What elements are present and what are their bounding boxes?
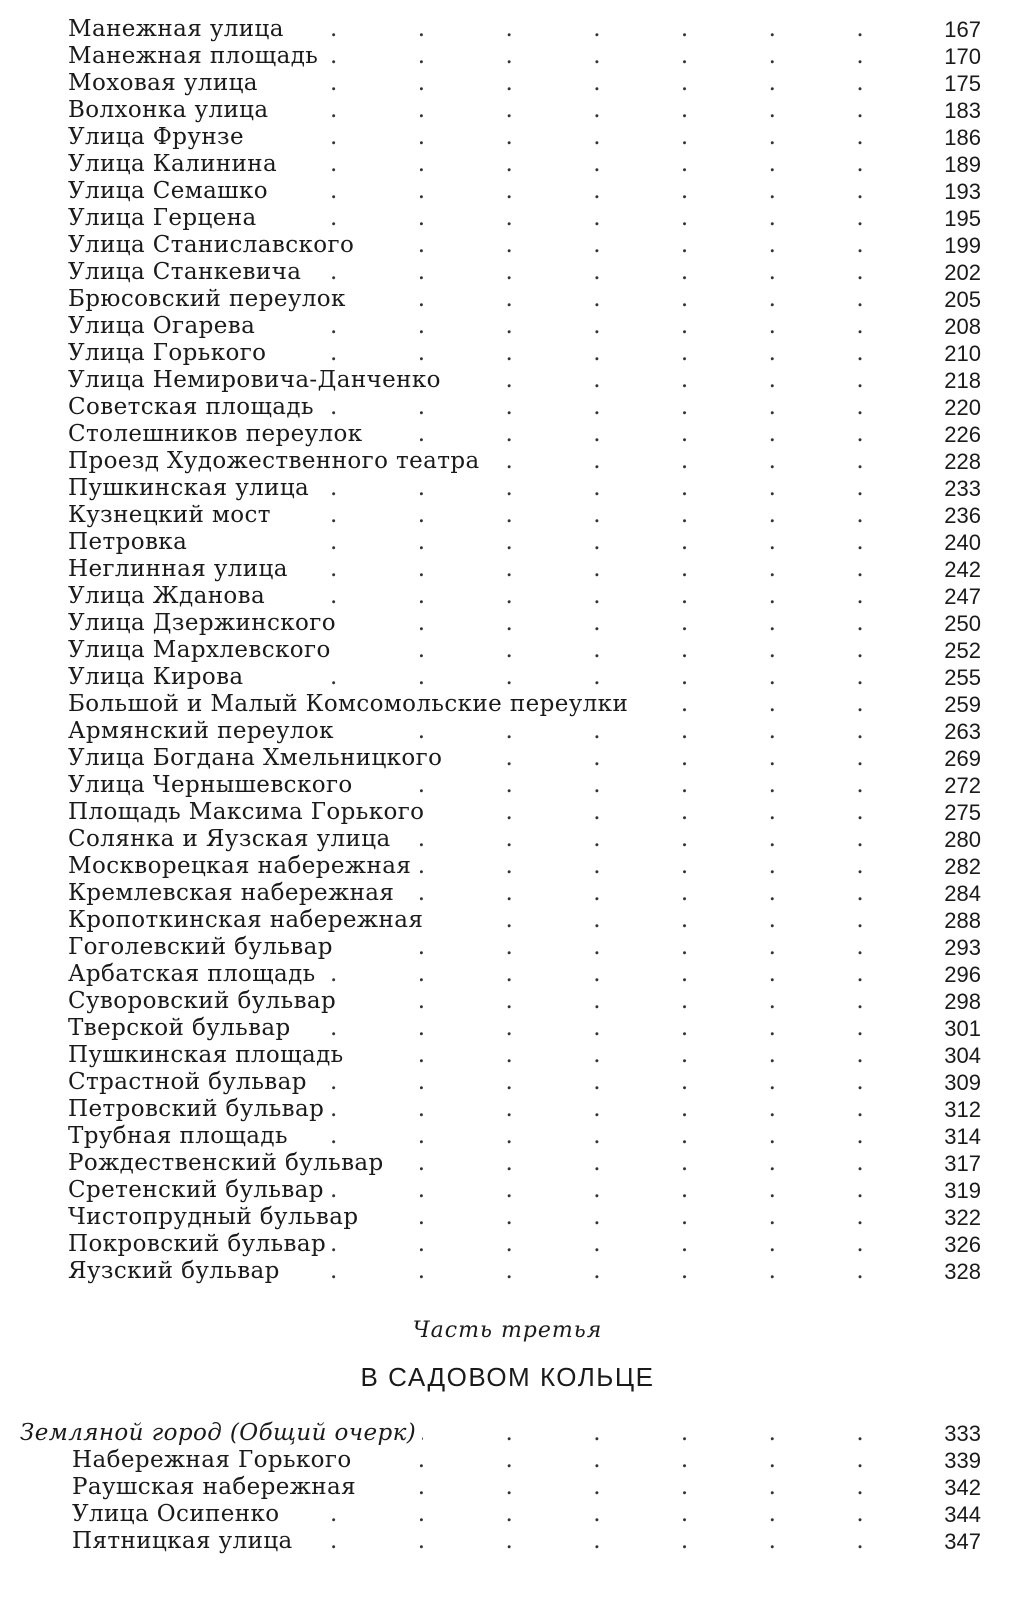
toc-entry — [0, 124, 1015, 151]
toc-entry-title: Сретенский бульвар — [68, 1177, 330, 1204]
toc-entry-page: 205 — [938, 286, 981, 313]
part-label: Часть третья — [412, 1318, 603, 1343]
toc-entry-page: 319 — [938, 1177, 981, 1204]
toc-entry — [0, 151, 1015, 178]
toc-entry-title: Армянский переулок — [68, 718, 340, 745]
toc-entry — [0, 421, 1015, 448]
toc-entry — [0, 1258, 1015, 1285]
part-title: В САДОВОМ КОЛЬЦЕ — [360, 1362, 655, 1392]
toc-entry-page: 280 — [938, 826, 981, 853]
toc-entry-title: Пушкинская улица — [68, 475, 315, 502]
toc-entry-title: Улица Калинина — [68, 151, 283, 178]
toc-entry — [0, 313, 1015, 340]
toc-entry-title: Манежная улица — [68, 16, 290, 43]
toc-entry — [0, 448, 1015, 475]
toc-entry — [0, 97, 1015, 124]
toc-entry-title: Улица Жданова — [68, 583, 271, 610]
toc-entry-title: Яузский бульвар — [68, 1258, 286, 1285]
toc-entry — [0, 475, 1015, 502]
toc-entry-title: Улица Станиславского — [68, 232, 360, 259]
toc-entry-title: Улица Богдана Хмельницкого — [68, 745, 448, 772]
toc-entry-page: 328 — [938, 1258, 981, 1285]
toc-entry — [0, 394, 1015, 421]
toc-entry-page: 250 — [938, 610, 981, 637]
toc-entry — [0, 367, 1015, 394]
toc-entry — [0, 70, 1015, 97]
toc-entry-title: Проезд Художественного театра — [68, 448, 486, 475]
section-heading-entry — [0, 1420, 1015, 1447]
toc-entry-title: Столешников переулок — [68, 421, 369, 448]
toc-entry-title: Площадь Максима Горького — [68, 799, 430, 826]
toc-entry-page: 218 — [938, 367, 981, 394]
toc-entry-page: 326 — [938, 1231, 981, 1258]
toc-entry — [0, 691, 1015, 718]
toc-entry-title: Суворовский бульвар — [68, 988, 342, 1015]
toc-entry-title: Улица Осипенко — [72, 1501, 286, 1528]
toc-entry-page: 275 — [938, 799, 981, 826]
toc-entry-page: 199 — [938, 232, 981, 259]
toc-entry-title: Брюсовский переулок — [68, 286, 352, 313]
toc-entry — [0, 934, 1015, 961]
toc-entry-page: 240 — [938, 529, 981, 556]
toc-entry-title: Москворецкая набережная — [68, 853, 417, 880]
toc-entry — [0, 988, 1015, 1015]
toc-entry-title: Петровка — [68, 529, 193, 556]
toc-entry — [0, 880, 1015, 907]
toc-entry-page: 195 — [938, 205, 981, 232]
toc-entry-title: Улица Дзержинского — [68, 610, 342, 637]
toc-entry-page: 226 — [938, 421, 981, 448]
toc-entry-page: 167 — [938, 16, 981, 43]
toc-entry-page: 210 — [938, 340, 981, 367]
toc-entry-title: Кремлевская набережная — [68, 880, 400, 907]
toc-entry — [0, 340, 1015, 367]
toc-entry — [0, 232, 1015, 259]
toc-entry-title: Улица Горького — [68, 340, 272, 367]
toc-entry-title: Улица Чернышевского — [68, 772, 359, 799]
toc-entry-page: 252 — [938, 637, 981, 664]
section-heading-title: Земляной город (Общий очерк) — [20, 1420, 422, 1447]
toc-entry-title: Улица Станкевича — [68, 259, 307, 286]
toc-entry-title: Чистопрудный бульвар — [68, 1204, 364, 1231]
toc-entry — [0, 1204, 1015, 1231]
toc-entry-page: 312 — [938, 1096, 981, 1123]
toc-entry-title: Страстной бульвар — [68, 1069, 313, 1096]
toc-entry-page: 282 — [938, 853, 981, 880]
toc-entry — [0, 772, 1015, 799]
toc-entry-title: Пятницкая улица — [72, 1528, 299, 1555]
toc-entry-page: 342 — [938, 1474, 981, 1501]
toc-entry — [0, 1447, 1015, 1474]
toc-entry-page: 301 — [938, 1015, 981, 1042]
toc-entry-title: Неглинная улица — [68, 556, 294, 583]
toc-entry-page: 186 — [938, 124, 981, 151]
dot-leader — [60, 529, 955, 556]
toc-entry — [0, 1501, 1015, 1528]
toc-entry-page: 202 — [938, 259, 981, 286]
toc-entry-page: 233 — [938, 475, 981, 502]
toc-entry — [0, 583, 1015, 610]
toc-entry-page: 309 — [938, 1069, 981, 1096]
toc-entry — [0, 556, 1015, 583]
toc-entry-title: Пушкинская площадь — [68, 1042, 350, 1069]
toc-entry-title: Раушская набережная — [72, 1474, 362, 1501]
toc-entry — [0, 1015, 1015, 1042]
toc-entry — [0, 43, 1015, 70]
toc-entry-title: Петровский бульвар — [68, 1096, 330, 1123]
toc-entry — [0, 610, 1015, 637]
toc-entry-page: 208 — [938, 313, 981, 340]
toc-entry-title: Манежная площадь — [68, 43, 324, 70]
toc-entry — [0, 1231, 1015, 1258]
section-heading-page: 333 — [938, 1420, 981, 1447]
toc-entry — [0, 1150, 1015, 1177]
toc-entry-page: 175 — [938, 70, 981, 97]
toc-entry-title: Улица Кирова — [68, 664, 250, 691]
toc-entry — [0, 1474, 1015, 1501]
toc-entry-page: 242 — [938, 556, 981, 583]
toc-entry — [0, 1069, 1015, 1096]
toc-entry-page: 317 — [938, 1150, 981, 1177]
toc-entry — [0, 1123, 1015, 1150]
toc-entry-title: Улица Мархлевского — [68, 637, 337, 664]
toc-entry-page: 263 — [938, 718, 981, 745]
toc-entry-page: 272 — [938, 772, 981, 799]
toc-entry-page: 269 — [938, 745, 981, 772]
toc-entry-page: 236 — [938, 502, 981, 529]
toc-entry-page: 189 — [938, 151, 981, 178]
toc-entry-page: 339 — [938, 1447, 981, 1474]
toc-entry — [0, 1042, 1015, 1069]
toc-entry-page: 255 — [938, 664, 981, 691]
toc-entry-page: 347 — [938, 1528, 981, 1555]
toc-entry — [0, 1177, 1015, 1204]
toc-entry — [0, 826, 1015, 853]
toc-entry-page: 247 — [938, 583, 981, 610]
toc-entry-page: 322 — [938, 1204, 981, 1231]
toc-entry-title: Арбатская площадь — [68, 961, 322, 988]
toc-entry-title: Рождественский бульвар — [68, 1150, 390, 1177]
toc-entry — [0, 718, 1015, 745]
toc-entry — [0, 259, 1015, 286]
toc-entry — [0, 286, 1015, 313]
section-entries — [0, 1447, 1015, 1555]
toc-entry-title: Покровский бульвар — [68, 1231, 332, 1258]
toc-entry-page: 314 — [938, 1123, 981, 1150]
toc-entry — [0, 205, 1015, 232]
toc-entry-title: Большой и Малый Комсомольские переулки — [68, 691, 634, 718]
toc-entry-title: Трубная площадь — [68, 1123, 294, 1150]
toc-entry — [0, 1096, 1015, 1123]
toc-entry — [0, 907, 1015, 934]
toc-entry-page: 298 — [938, 988, 981, 1015]
toc-entry-title: Набережная Горького — [72, 1447, 358, 1474]
toc-entry-page: 220 — [938, 394, 981, 421]
toc-entry-page: 284 — [938, 880, 981, 907]
toc-entry-page: 193 — [938, 178, 981, 205]
toc-entry-page: 288 — [938, 907, 981, 934]
toc-entry-page: 304 — [938, 1042, 981, 1069]
toc-entry-title: Улица Немировича-Данченко — [68, 367, 447, 394]
toc-entry — [0, 178, 1015, 205]
table-of-contents — [0, 16, 1015, 1285]
toc-entry-title: Волхонка улица — [68, 97, 274, 124]
toc-entry-title: Моховая улица — [68, 70, 264, 97]
toc-entry-page: 296 — [938, 961, 981, 988]
toc-entry-page: 228 — [938, 448, 981, 475]
toc-entry-title: Советская площадь — [68, 394, 320, 421]
toc-entry — [0, 745, 1015, 772]
toc-entry-title: Кузнецкий мост — [68, 502, 277, 529]
toc-entry-title: Солянка и Яузская улица — [68, 826, 397, 853]
toc-entry-page: 259 — [938, 691, 981, 718]
toc-entry-title: Тверской бульвар — [68, 1015, 297, 1042]
toc-entry-title: Кропоткинская набережная — [68, 907, 429, 934]
toc-entry-page: 170 — [938, 43, 981, 70]
toc-entry — [0, 1528, 1015, 1555]
toc-entry — [0, 16, 1015, 43]
toc-entry — [0, 637, 1015, 664]
toc-entry-title: Улица Фрунзе — [68, 124, 250, 151]
toc-entry-page: 293 — [938, 934, 981, 961]
toc-entry-title: Улица Герцена — [68, 205, 263, 232]
toc-entry — [0, 664, 1015, 691]
toc-entry-title: Улица Семашко — [68, 178, 274, 205]
toc-entry-page: 183 — [938, 97, 981, 124]
toc-entry-title: Гоголевский бульвар — [68, 934, 339, 961]
toc-entry — [0, 502, 1015, 529]
toc-entry-page: 344 — [938, 1501, 981, 1528]
toc-entry — [0, 529, 1015, 556]
toc-entry — [0, 961, 1015, 988]
toc-entry — [0, 799, 1015, 826]
section — [0, 1420, 1015, 1555]
toc-entry — [0, 853, 1015, 880]
toc-entry-title: Улица Огарева — [68, 313, 261, 340]
